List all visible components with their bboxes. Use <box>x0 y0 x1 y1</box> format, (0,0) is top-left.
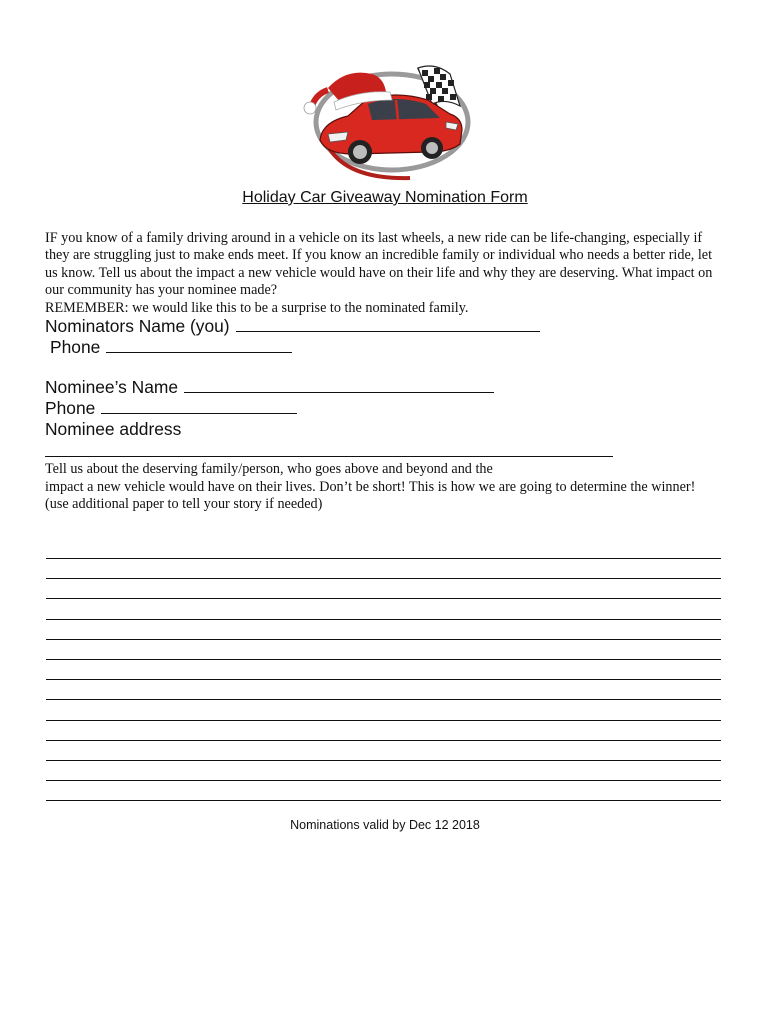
story-line[interactable] <box>46 720 721 721</box>
story-line[interactable] <box>46 578 721 579</box>
nominator-phone-field <box>50 337 292 358</box>
reminder-text: REMEMBER: we would like this to be a surprise to the nominated family. <box>45 299 469 316</box>
story-line[interactable] <box>46 598 721 599</box>
nominee-address-field <box>45 419 181 440</box>
intro-paragraph: IF you know of a family driving around in a vehicle on its last wheels, a new ride can be life-changing, especially if they are struggling just to make ends meet. If you know an incredible family or individual who needs a better ride, let us know. Tell us about the impact a new vehicle would have on their life and why they are deserving. What impact on our community has your nominee made? <box>45 230 713 299</box>
nominee-name-label: Nominee’s Name <box>45 377 179 397</box>
story-line[interactable] <box>46 679 721 680</box>
story-line[interactable] <box>46 780 721 781</box>
nominee-phone-field <box>45 398 297 419</box>
story-line[interactable] <box>46 639 721 640</box>
nominator-name-input[interactable] <box>236 330 540 332</box>
nominator-phone-input[interactable] <box>106 351 292 353</box>
story-line[interactable] <box>46 800 721 801</box>
story-line[interactable] <box>46 558 721 559</box>
story-line[interactable] <box>46 740 721 741</box>
nominee-name-input[interactable] <box>184 391 494 393</box>
nominee-name-field <box>45 377 494 398</box>
story-prompt-line-3: (use additional paper to tell your story if needed) <box>45 496 323 512</box>
nominee-phone-input[interactable] <box>101 412 297 414</box>
nominator-name-label: Nominators Name (you) <box>45 316 230 336</box>
story-prompt-line-1: Tell us about the deserving family/person, who goes above and beyond and the <box>45 461 493 477</box>
story-line[interactable] <box>46 619 721 620</box>
story-line[interactable] <box>46 760 721 761</box>
story-prompt <box>45 461 735 514</box>
story-line[interactable] <box>46 699 721 700</box>
intro-text <box>45 230 725 317</box>
story-line[interactable] <box>46 659 721 660</box>
nominee-address-input[interactable] <box>45 456 613 457</box>
validity-footer: Nominations valid by Dec 12 2018 <box>290 818 480 832</box>
nominator-phone-label: Phone <box>50 337 101 357</box>
nominee-phone-label: Phone <box>45 398 96 418</box>
nominator-name-field <box>45 316 540 337</box>
story-writing-area[interactable] <box>46 558 721 820</box>
holiday-car-logo-icon <box>300 60 475 190</box>
nominee-address-label: Nominee address <box>45 419 182 439</box>
story-prompt-line-2: impact a new vehicle would have on their lives. Don’t be short! This is how we are going to determine the winner! <box>45 478 696 495</box>
page-title: Holiday Car Giveaway Nomination Form <box>242 189 528 206</box>
